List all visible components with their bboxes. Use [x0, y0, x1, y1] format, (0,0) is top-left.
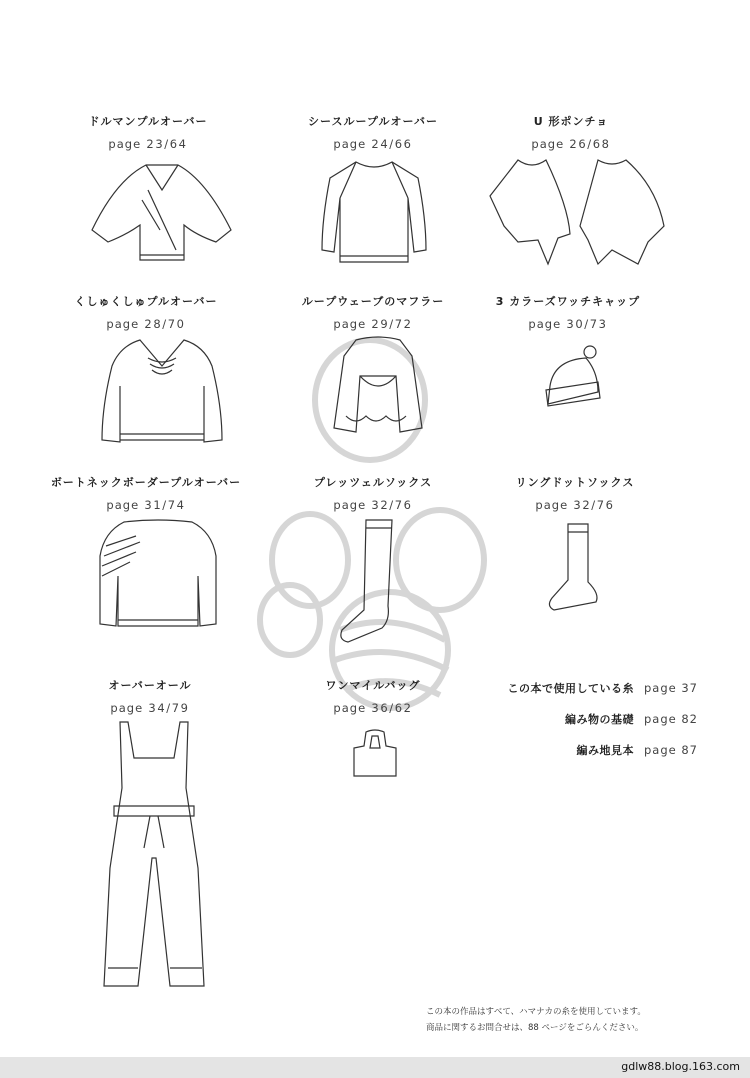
page-number: 29/72: [371, 317, 413, 331]
page-word: page: [535, 498, 569, 512]
page-number: 34/79: [148, 701, 190, 715]
item-boatneck-border-pullover[interactable]: [36, 474, 256, 512]
see-through-pullover-icon: [318, 158, 430, 268]
index-yarn[interactable]: [507, 677, 698, 696]
gathered-pullover-icon: [100, 336, 224, 446]
index-page: page 87: [643, 743, 698, 757]
index-title: 編み地見本: [576, 744, 634, 757]
page-number: 24/66: [371, 137, 413, 151]
dolman-pullover-icon: [86, 160, 238, 270]
page-number: 32/76: [371, 498, 413, 512]
page-word: page: [333, 701, 367, 715]
index-swatches[interactable]: [576, 739, 698, 758]
item-title: ワンマイルバッグ: [325, 679, 421, 692]
footnote-line1: この本の作品はすべて、ハマナカの糸を使用しています。: [426, 1007, 646, 1017]
item-watch-cap[interactable]: [478, 293, 658, 331]
index-page: page 82: [643, 712, 698, 726]
page-word: page: [531, 137, 565, 151]
page-number: 30/73: [566, 317, 608, 331]
item-pretzel-socks[interactable]: [298, 474, 448, 512]
item-title: U 形ポンチョ: [533, 115, 609, 128]
item-overall[interactable]: [80, 677, 220, 715]
page-word: page: [110, 701, 144, 715]
page-number: 23/64: [146, 137, 188, 151]
item-one-mile-bag[interactable]: [306, 677, 440, 715]
pretzel-socks-icon: [338, 516, 398, 646]
index-basics[interactable]: [565, 708, 698, 727]
watch-cap-icon: [540, 342, 604, 408]
item-title: ボートネックボーダープルオーバー: [50, 476, 242, 489]
loop-wave-muffler-icon: [326, 336, 430, 438]
page-number: 28/70: [144, 317, 186, 331]
page-word: page: [333, 137, 367, 151]
u-poncho-icon: [488, 156, 668, 268]
watermark-bar: [0, 1057, 750, 1078]
ring-dot-socks-icon: [546, 520, 604, 614]
item-see-through-pullover[interactable]: [288, 113, 458, 151]
item-title: シースループルオーバー: [308, 115, 438, 128]
item-dolman-pullover[interactable]: [68, 113, 228, 151]
item-gathered-pullover[interactable]: [56, 293, 236, 331]
one-mile-bag-icon: [350, 728, 400, 780]
page-number: 31/74: [144, 498, 186, 512]
page-word: page: [108, 137, 142, 151]
index-title: 編み物の基礎: [564, 713, 634, 726]
item-title: 3 カラーズワッチキャップ: [495, 295, 641, 308]
item-u-poncho[interactable]: [496, 113, 646, 151]
footnote-line2: 商品に関するお問合せは、88 ページをごらんください。: [426, 1023, 644, 1033]
item-title: プレッツェルソックス: [313, 476, 433, 489]
page-word: page: [106, 498, 140, 512]
item-title: ドルマンプルオーバー: [88, 115, 208, 128]
page-number: 26/68: [569, 137, 611, 151]
page-number: 32/76: [573, 498, 615, 512]
index-title: この本で使用している糸: [507, 682, 634, 695]
item-title: リングドットソックス: [515, 476, 635, 489]
item-title: くしゅくしゅプルオーバー: [74, 295, 218, 308]
index-page: page 37: [643, 681, 698, 695]
item-title: オーバーオール: [108, 679, 192, 692]
page-word: page: [333, 317, 367, 331]
footnote: [426, 1004, 646, 1036]
boatneck-border-pullover-icon: [96, 516, 220, 632]
overall-icon: [94, 718, 214, 992]
item-loop-wave-muffler[interactable]: [286, 293, 460, 331]
page-word: page: [106, 317, 140, 331]
item-ring-dot-socks[interactable]: [500, 474, 650, 512]
watermark-text: gdlw88.blog.163.com: [621, 1060, 740, 1073]
page-word: page: [333, 498, 367, 512]
page-word: page: [528, 317, 562, 331]
page-number: 36/62: [371, 701, 413, 715]
item-title: ループウェーブのマフラー: [301, 295, 445, 308]
